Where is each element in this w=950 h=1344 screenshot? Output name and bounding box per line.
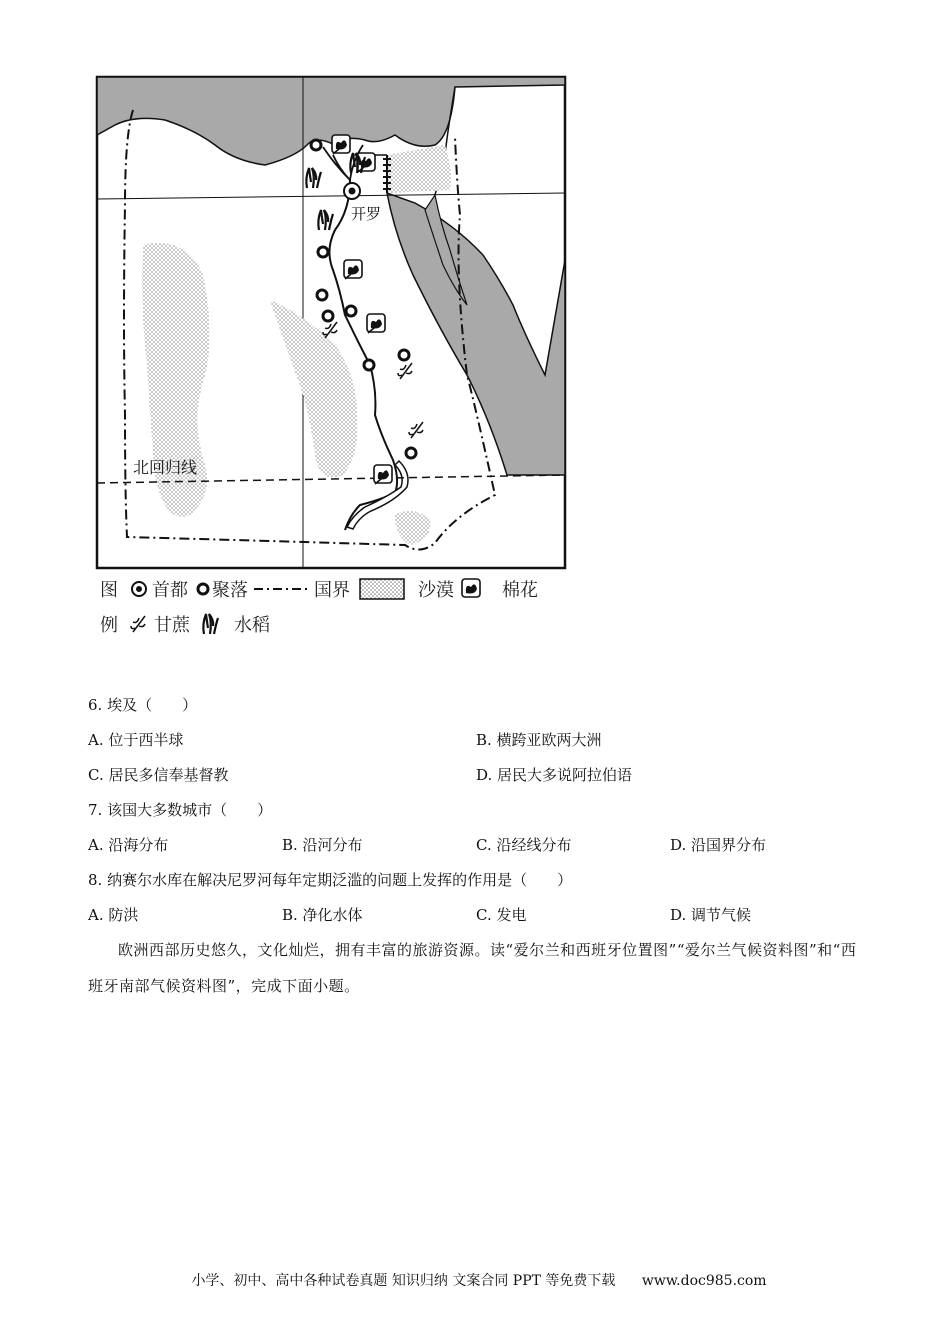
legend-capital: 首都 bbox=[152, 580, 188, 601]
capital-cairo-marker bbox=[344, 183, 360, 199]
capital-icon bbox=[128, 579, 150, 599]
egypt-map bbox=[95, 75, 567, 570]
desert-icon bbox=[358, 577, 406, 601]
cotton-marker bbox=[344, 260, 362, 279]
legend-cotton: 棉花 bbox=[502, 580, 538, 601]
question-6-option-a: A. 位于西半球 bbox=[88, 731, 184, 749]
settlement-icon bbox=[194, 579, 212, 599]
legend-settlement: 聚落 bbox=[212, 580, 248, 601]
question-6-option-d: D. 居民大多说阿拉伯语 bbox=[476, 766, 633, 784]
cotton-icon bbox=[458, 576, 484, 602]
legend-rice: 水稻 bbox=[234, 615, 270, 636]
footer-url[interactable]: www.doc985.com bbox=[641, 1273, 767, 1289]
settlement-marker bbox=[346, 306, 356, 316]
reading-paragraph: 欧洲西部历史悠久，文化灿烂，拥有丰富的旅游资源。读“爱尔兰和西班牙位置图”“爱尔兰气候资料图”和“西班牙南部气候资料图”，完成下面小题。 bbox=[88, 941, 857, 995]
question-6-option-b: B. 横跨亚欧两大洲 bbox=[476, 731, 602, 749]
legend-title-tu: 图 bbox=[100, 580, 118, 601]
rice-icon bbox=[196, 610, 224, 638]
cairo-label: 开罗 bbox=[351, 205, 382, 223]
question-7-stem: 7. 该国大多数城市（ ） bbox=[88, 801, 273, 819]
border-icon bbox=[252, 579, 312, 599]
map-legend bbox=[100, 572, 570, 642]
legend-border: 国界 bbox=[314, 580, 350, 601]
settlement-marker bbox=[318, 247, 328, 257]
settlement-marker bbox=[323, 311, 333, 321]
footer-text: 小学、初中、高中各种试卷真题 知识归纳 文案合同 PPT 等免费下载 bbox=[191, 1273, 616, 1289]
question-8-option-a: A. 防洪 bbox=[88, 906, 139, 924]
settlement-marker bbox=[406, 448, 416, 458]
settlement-marker bbox=[399, 350, 409, 360]
settlement-marker bbox=[311, 140, 321, 150]
cotton-marker bbox=[367, 314, 385, 333]
settlement-marker bbox=[364, 360, 374, 370]
question-7-option-c: C. 沿经线分布 bbox=[476, 836, 572, 854]
cotton-marker bbox=[374, 465, 392, 484]
question-6-stem: 6. 埃及（ ） bbox=[88, 696, 198, 714]
page-footer bbox=[0, 1270, 950, 1290]
sugarcane-icon bbox=[126, 613, 152, 635]
question-8-option-c: C. 发电 bbox=[476, 906, 527, 924]
question-7-option-b: B. 沿河分布 bbox=[282, 836, 363, 854]
legend-title-li: 例 bbox=[100, 615, 118, 636]
question-6-option-c: C. 居民多信奉基督教 bbox=[88, 766, 229, 784]
settlement-marker bbox=[317, 290, 327, 300]
tropic-label: 北回归线 bbox=[133, 458, 198, 477]
cotton-marker bbox=[332, 135, 350, 154]
question-8-stem: 8. 纳赛尔水库在解决尼罗河每年定期泛滥的问题上发挥的作用是（ ） bbox=[88, 871, 573, 889]
legend-sugarcane: 甘蔗 bbox=[154, 615, 190, 636]
question-7-option-a: A. 沿海分布 bbox=[88, 836, 169, 854]
legend-desert: 沙漠 bbox=[418, 580, 454, 601]
question-8-option-b: B. 净化水体 bbox=[282, 906, 363, 924]
question-7-option-d: D. 沿国界分布 bbox=[670, 836, 767, 854]
question-8-option-d: D. 调节气候 bbox=[670, 906, 752, 924]
